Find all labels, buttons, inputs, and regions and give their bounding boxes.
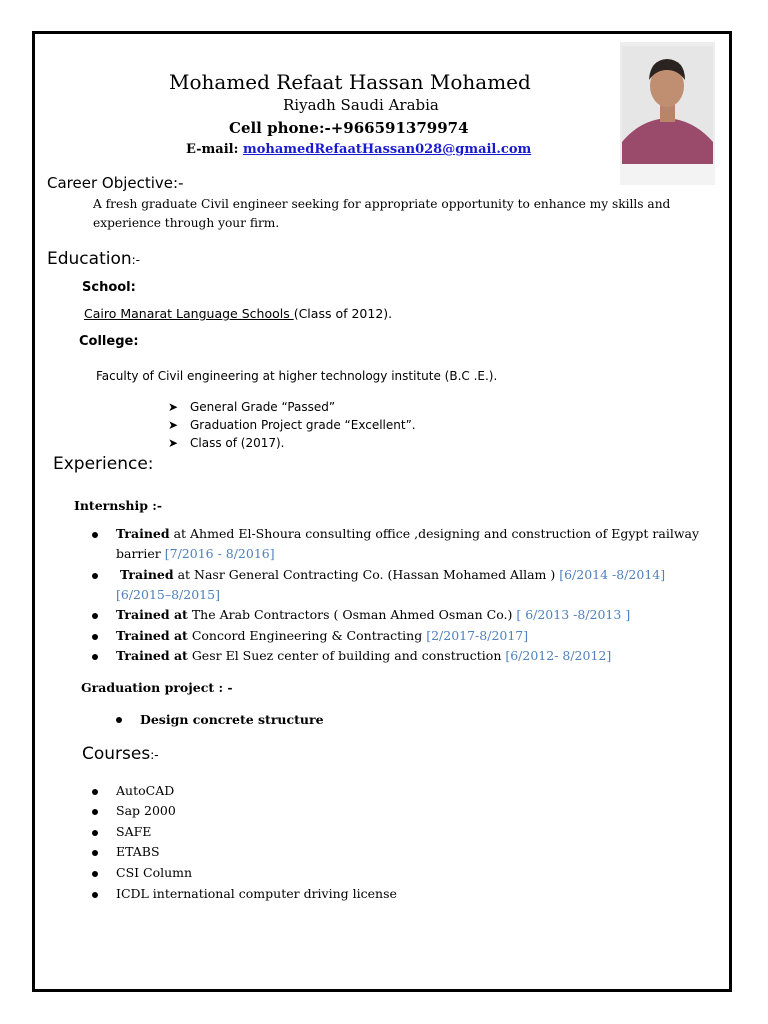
experience-item-text: The Arab Contractors ( Osman Ahmed Osman Co.)	[187, 607, 517, 622]
email-link[interactable]: mohamedRefaatHassan028@gmail.com	[242, 142, 532, 157]
education-heading-suffix: :-	[131, 253, 141, 267]
experience-item-text: at Ahmed El-Shoura consulting office ,designing and construction of Egypt railway	[169, 526, 700, 541]
experience-item-date: [6/2015–8/2015]	[116, 587, 220, 602]
profile-photo	[620, 42, 715, 185]
education-heading	[47, 249, 140, 269]
experience-item-4	[116, 628, 528, 643]
college-name: Faculty of Civil engineering at higher technology institute (B.C .E.).	[96, 369, 498, 383]
education-item: Class of (2017).	[190, 436, 285, 450]
experience-item-text: Concord Engineering & Contracting	[187, 628, 427, 643]
experience-item-label: Trained	[120, 567, 174, 582]
course-item: AutoCAD	[116, 783, 175, 798]
candidate-name: Mohamed Refaat Hassan Mohamed	[169, 70, 531, 94]
experience-item-date: [7/2016 - 8/2016]	[164, 546, 275, 561]
career-line-2: experience through your firm.	[93, 216, 280, 230]
experience-item-label: Trained at	[116, 628, 188, 643]
bullet-icon	[92, 613, 98, 619]
bullet-icon	[92, 789, 98, 795]
location: Riyadh Saudi Arabia	[283, 96, 439, 114]
bullet-icon	[116, 717, 122, 723]
experience-item-5	[116, 648, 611, 663]
experience-item-date: [6/2012- 8/2012]	[505, 648, 612, 663]
experience-item-label: Trained at	[116, 607, 188, 622]
education-item: General Grade “Passed”	[190, 400, 336, 414]
bullet-icon	[92, 830, 98, 836]
experience-item-text: barrier	[116, 546, 165, 561]
bullet-icon	[92, 573, 98, 579]
course-item: ETABS	[116, 844, 160, 859]
bullet-icon	[92, 892, 98, 898]
experience-item-1-cont	[116, 546, 275, 561]
experience-item-label: Trained at	[116, 648, 188, 663]
experience-item-2	[120, 567, 665, 582]
email-line	[186, 142, 531, 157]
school-class: (Class of 2012).	[293, 306, 393, 321]
experience-item-text: at Nasr General Contracting Co. (Hassan Mohamed Allam )	[173, 567, 560, 582]
experience-item-date: [2/2017-8/2017]	[426, 628, 529, 643]
experience-heading: Experience:	[53, 454, 154, 474]
graduation-project-item: Design concrete structure	[140, 712, 324, 727]
course-item: ICDL international computer driving license	[116, 886, 397, 901]
email-label: E-mail:	[186, 142, 239, 157]
arrow-bullet-icon: ➤	[168, 418, 179, 432]
bullet-icon	[92, 532, 98, 538]
experience-item-date: [6/2014 -8/2014]	[559, 567, 666, 582]
career-heading: Career Objective:-	[47, 174, 184, 192]
courses-heading-text: Courses	[82, 744, 151, 764]
education-item: Graduation Project grade “Excellent”.	[190, 418, 416, 432]
school-line	[84, 306, 392, 321]
experience-item-label: Trained	[116, 526, 170, 541]
course-item: SAFE	[116, 824, 152, 839]
arrow-bullet-icon: ➤	[168, 436, 179, 450]
education-heading-text: Education	[47, 249, 132, 269]
experience-item-date: [ 6/2013 -8/2013 ]	[516, 607, 631, 622]
bullet-icon	[92, 871, 98, 877]
college-label: College:	[79, 334, 139, 349]
course-item: CSI Column	[116, 865, 193, 880]
experience-item-1	[116, 526, 699, 541]
bullet-icon	[92, 850, 98, 856]
bullet-icon	[92, 634, 98, 640]
cell-phone: Cell phone:-+966591379974	[229, 119, 469, 137]
career-line-1: A fresh graduate Civil engineer seeking for appropriate opportunity to enhance my skills and	[93, 197, 671, 211]
courses-heading	[82, 744, 159, 764]
internship-label: Internship :-	[74, 498, 163, 513]
experience-item-3	[116, 607, 630, 622]
arrow-bullet-icon: ➤	[168, 400, 179, 414]
school-name: Cairo Manarat Language Schools	[84, 306, 294, 321]
courses-heading-suffix: :-	[150, 748, 159, 762]
graduation-project-label: Graduation project : -	[81, 680, 233, 695]
experience-item-text: Gesr El Suez center of building and construction	[187, 648, 506, 663]
bullet-icon	[92, 809, 98, 815]
course-item: Sap 2000	[116, 803, 176, 818]
bullet-icon	[92, 654, 98, 660]
school-label: School:	[82, 280, 136, 295]
